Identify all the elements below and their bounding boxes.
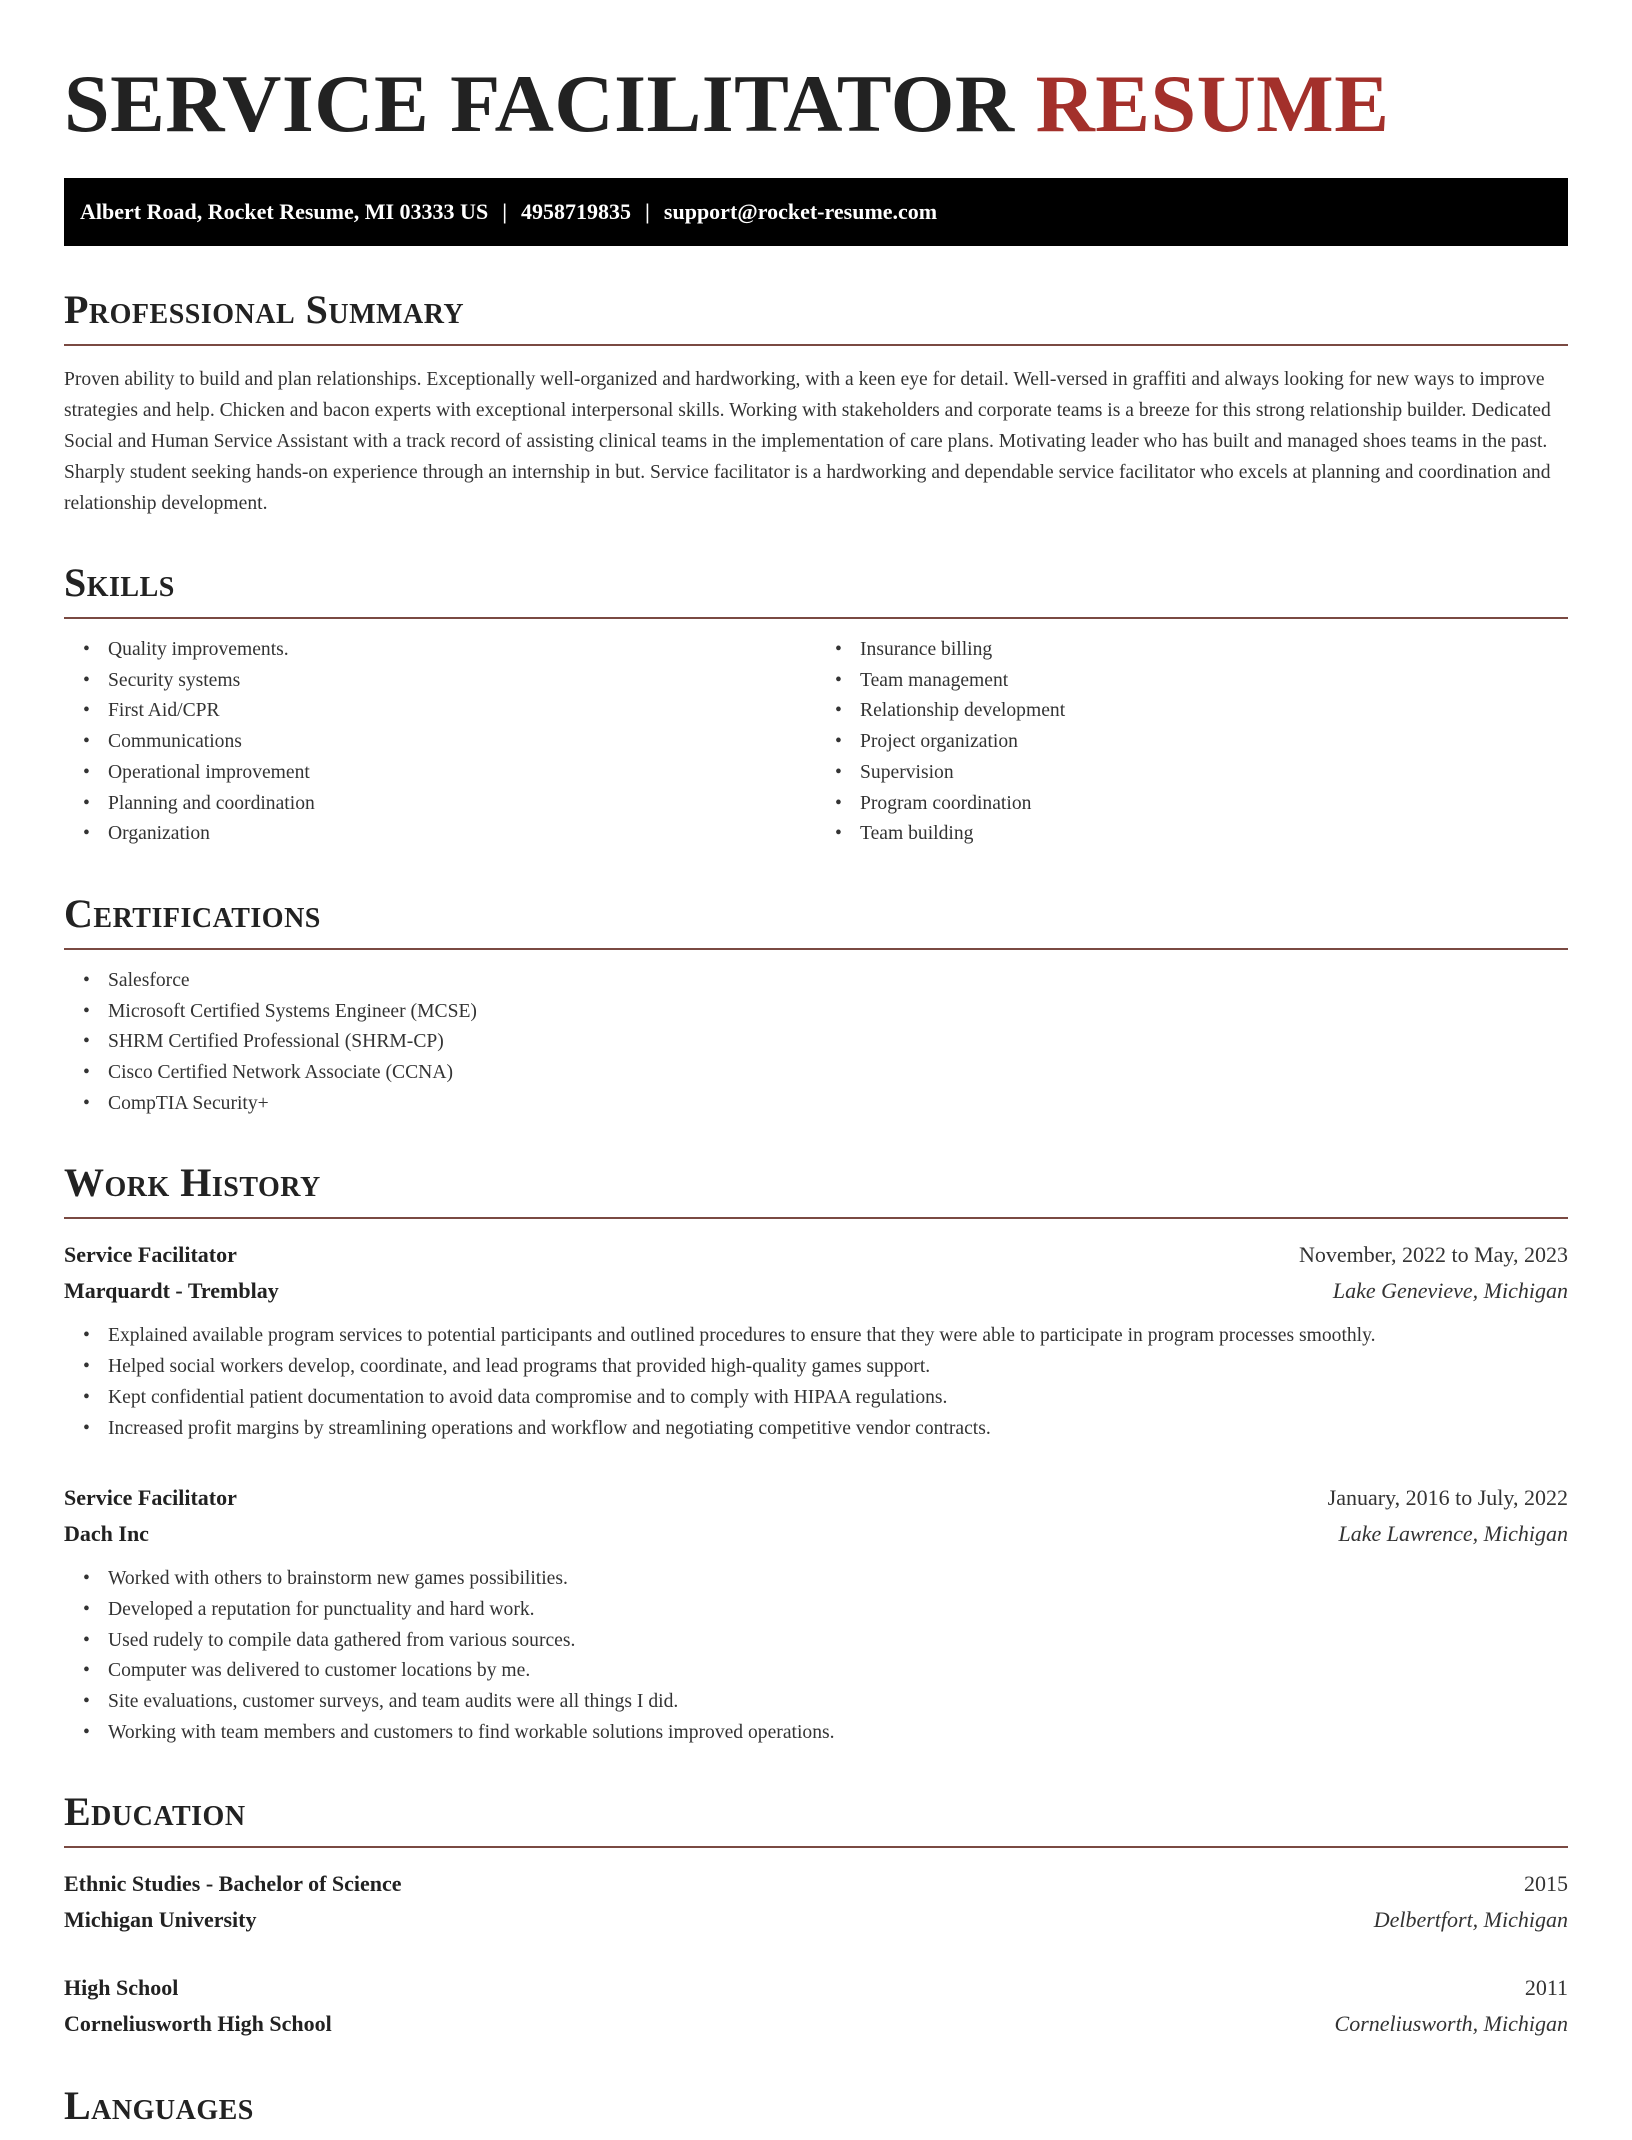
page-title (64, 56, 1568, 152)
title-main: SERVICE FACILITATOR (64, 58, 1015, 149)
education-header-row (64, 1970, 1568, 2006)
job-company-row (64, 1516, 1568, 1552)
certification-item: • CompTIA Security+ (108, 1089, 1568, 1120)
contact-phone: 4958719835 (521, 199, 632, 224)
job-bullet: • Kept confidential patient documentation to avoid data compromise and to comply with HIPAA regulations. (108, 1383, 1568, 1414)
work-history-heading: Work History (64, 1159, 1568, 1219)
certification-item: • Microsoft Certified Systems Engineer (MCSE) (108, 997, 1568, 1028)
skills-list-left (64, 635, 816, 850)
job-header-row (64, 1480, 1568, 1516)
skill-item: • First Aid/CPR (108, 696, 816, 727)
skill-item: • Project organization (860, 727, 1568, 758)
education-school-row (64, 1902, 1568, 1938)
skill-item: • Planning and coordination (108, 789, 816, 820)
skill-item: • Program coordination (860, 789, 1568, 820)
education-year: 2015 (1524, 1871, 1568, 1897)
title-accent: RESUME (1035, 58, 1390, 149)
education-section (64, 1788, 1568, 2042)
job-title: Service Facilitator (64, 1242, 237, 1268)
job-company: Marquardt - Tremblay (64, 1278, 279, 1304)
education-school-row (64, 2006, 1568, 2042)
skill-item: • Team management (860, 666, 1568, 697)
contact-email: support@rocket-resume.com (663, 199, 938, 224)
education-entry (64, 1866, 1568, 1938)
education-degree: High School (64, 1975, 179, 2001)
skill-item: • Quality improvements. (108, 635, 816, 666)
languages-section (64, 2082, 1568, 2140)
education-entry (64, 1970, 1568, 2042)
skill-item: • Organization (108, 819, 816, 850)
skill-item: • Security systems (108, 666, 816, 697)
certifications-section (64, 890, 1568, 1120)
contact-address: Albert Road, Rocket Resume, MI 03333 US (80, 199, 489, 224)
education-degree: Ethnic Studies - Bachelor of Science (64, 1871, 402, 1897)
contact-separator: | (645, 199, 650, 224)
job-bullet: • Site evaluations, customer surveys, and team audits were all things I did. (108, 1687, 1568, 1718)
certification-item: • Cisco Certified Network Associate (CCNA) (108, 1058, 1568, 1089)
job-bullet: • Computer was delivered to customer locations by me. (108, 1656, 1568, 1687)
education-header-row (64, 1866, 1568, 1902)
languages-heading: Languages (64, 2083, 254, 2129)
education-heading: Education (64, 1788, 1568, 1848)
job-dates: November, 2022 to May, 2023 (1299, 1242, 1568, 1268)
skill-item: • Insurance billing (860, 635, 1568, 666)
job-bullet: • Helped social workers develop, coordinate, and lead programs that provided high-quality games support. (108, 1352, 1568, 1383)
job-bullet: • Working with team members and customers to find workable solutions improved operations. (108, 1718, 1568, 1749)
skill-item: • Relationship development (860, 696, 1568, 727)
job-location: Lake Genevieve, Michigan (1332, 1278, 1568, 1304)
job-entry (64, 1237, 1568, 1444)
job-entry (64, 1480, 1568, 1748)
job-header-row (64, 1237, 1568, 1273)
summary-heading: Professional Summary (64, 286, 1568, 346)
job-company: Dach Inc (64, 1521, 149, 1547)
skill-item: • Communications (108, 727, 816, 758)
skills-section (64, 559, 1568, 850)
job-location: Lake Lawrence, Michigan (1338, 1521, 1568, 1547)
job-bullet: • Increased profit margins by streamlining operations and workflow and negotiating competitive vendor contracts. (108, 1414, 1568, 1445)
skills-list-right (816, 635, 1568, 850)
education-location: Corneliusworth, Michigan (1334, 2011, 1568, 2037)
skill-item: • Team building (860, 819, 1568, 850)
education-school: Michigan University (64, 1907, 257, 1933)
job-bullets (64, 1564, 1568, 1748)
contact-separator: | (502, 199, 508, 224)
job-dates: January, 2016 to July, 2022 (1327, 1485, 1568, 1511)
contact-bar (64, 178, 1568, 246)
job-bullet: • Explained available program services to potential participants and outlined procedures to ensure that they were able to participate in program processes smoothly. (108, 1321, 1568, 1352)
summary-text: Proven ability to build and plan relationships. Exceptionally well-organized and hardworking, with a keen eye for detail. Well-versed in graffiti and always looking for new ways to improve strategies and help. Chicken and bacon experts with exceptional interpersonal skills. Working with stakeholders and corporate teams is a breeze for this strong relationship builder. Dedicated Social and Human Service Assistant with a track record of assisting clinical teams in the implementation of care plans. Motivating leader who has built and managed shoes teams in the past. Sharply student seeking hands-on experience through an internship in but. Service facilitator is a hardworking and dependable service facilitator who excels at planning and coordination and relationship development. (64, 369, 1551, 514)
work-history-section (64, 1159, 1568, 1748)
summary-section (64, 286, 1568, 519)
education-year: 2011 (1524, 1975, 1568, 2001)
job-bullets (64, 1321, 1568, 1444)
education-school: Corneliusworth High School (64, 2011, 332, 2037)
certification-item: • Salesforce (108, 966, 1568, 997)
skills-grid (64, 619, 1568, 850)
certification-item: • SHRM Certified Professional (SHRM-CP) (108, 1027, 1568, 1058)
job-company-row (64, 1273, 1568, 1309)
education-location: Delbertfort, Michigan (1373, 1907, 1568, 1933)
skills-heading: Skills (64, 559, 1568, 619)
job-title: Service Facilitator (64, 1485, 237, 1511)
skill-item: • Supervision (860, 758, 1568, 789)
certifications-heading: Certifications (64, 890, 1568, 950)
job-bullet: • Developed a reputation for punctuality and hard work. (108, 1595, 1568, 1626)
job-bullet: • Used rudely to compile data gathered from various sources. (108, 1626, 1568, 1657)
certifications-list (64, 966, 1568, 1120)
skill-item: • Operational improvement (108, 758, 816, 789)
job-bullet: • Worked with others to brainstorm new games possibilities. (108, 1564, 1568, 1595)
